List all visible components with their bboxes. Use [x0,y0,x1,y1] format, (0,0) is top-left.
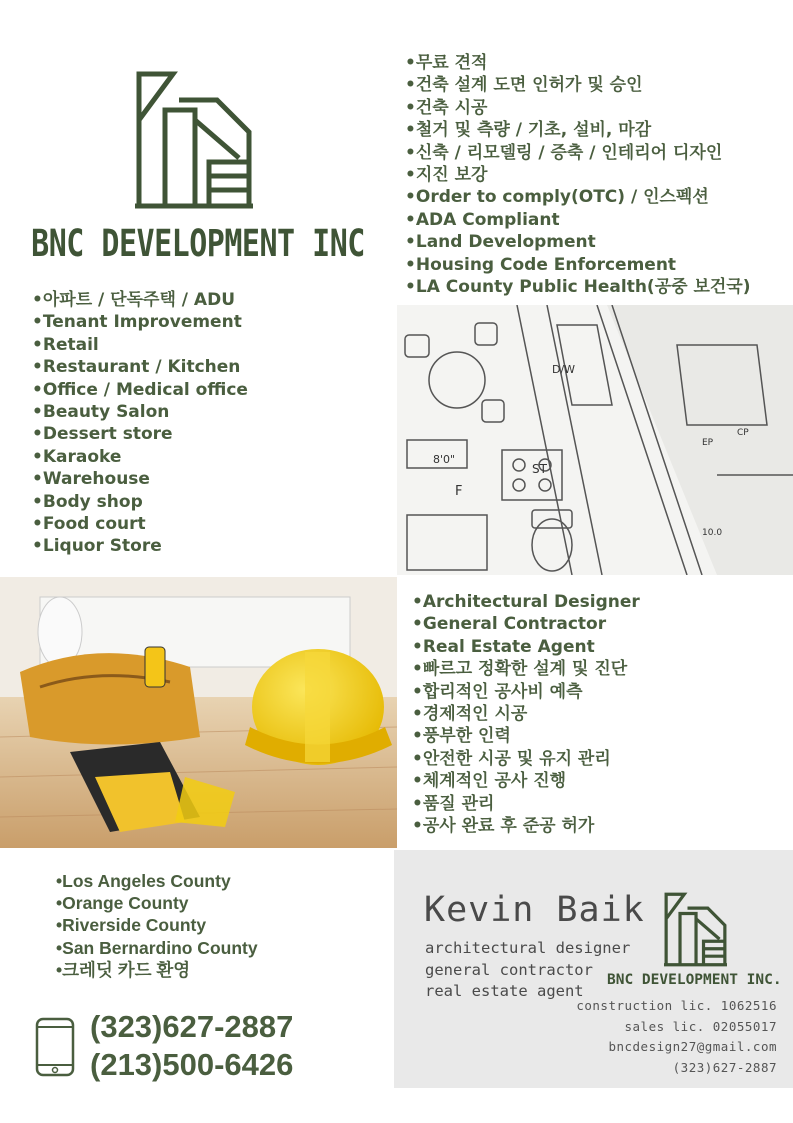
list-item: • 빠르고 정확한 설계 및 진단 [412,658,640,680]
list-item: • Beauty Salon [32,401,248,423]
list-item: • Housing Code Enforcement [405,254,751,276]
service-areas-list [56,870,258,981]
sales-license: sales lic. 02055017 [624,1018,777,1034]
plan-label-dw: D/W [552,363,576,376]
blueprint-photo [397,305,793,575]
company-name: BNC DEVELOPMENT INC. [607,972,782,988]
list-item: • 지진 보강 [405,164,751,186]
license-info [576,996,777,1078]
plan-label-st: ST [532,462,547,476]
list-item: • Order to comply(OTC) / 인스펙션 [405,186,751,208]
list-item: • 신축 / 리모델링 / 증축 / 인테리어 디자인 [405,142,751,164]
list-item: • San Bernardino County [56,937,258,959]
list-item: • Food court [32,513,248,535]
list-item: • Los Angeles County [56,870,258,892]
plan-label-num: 10.0 [702,528,723,538]
phone-icon [35,1017,75,1077]
list-item: • Dessert store [32,423,248,445]
list-item: • 철거 및 측량 / 기초, 설비, 마감 [405,119,751,141]
list-item: • 체계적인 공사 진행 [412,770,640,792]
plan-label-cp: CP [737,428,749,438]
list-item: • Architectural Designer [412,591,640,613]
list-item: • Riverside County [56,914,258,936]
contact-roles [425,938,630,1003]
list-item: • LA County Public Health(공중 보건국) [405,276,751,298]
list-item: • Warehouse [32,468,248,490]
plan-label-f: F [455,484,463,499]
role-item: general contractor [425,960,593,979]
list-item: • Liquor Store [32,535,248,557]
services-list-left [32,289,248,558]
plan-label-dim: 8'0" [433,453,456,466]
list-item: • Body shop [32,491,248,513]
contact-name: Kevin Baik [424,890,645,930]
services-list-mid [412,591,640,837]
building-logo-small-icon [664,892,727,967]
list-item: • 경제적인 시공 [412,703,640,725]
construction-license: construction lic. 1062516 [576,998,777,1013]
list-item: • 아파트 / 단독주택 / ADU [32,289,248,311]
list-item: • Land Development [405,231,751,253]
phone-numbers [90,1008,293,1084]
construction-tools-photo [0,577,397,848]
business-card [394,850,793,1088]
list-item: • Karaoke [32,446,248,468]
role-item: real estate agent [425,982,584,1000]
email-link[interactable]: bncdesign27@gmail.com [608,1039,777,1054]
card-phone[interactable]: (323)627-2887 [672,1059,777,1075]
brand-name: BNC DEVELOPMENT INC [31,222,365,266]
list-item: • 안전한 시공 및 유지 관리 [412,748,640,770]
services-list-top [405,52,751,298]
list-item: • 건축 시공 [405,97,751,119]
list-item: • Office / Medical office [32,379,248,401]
list-item: • 풍부한 인력 [412,725,640,747]
list-item: • ADA Compliant [405,209,751,231]
list-item: • 무료 견적 [405,52,751,74]
list-item: • 건축 설계 도면 인허가 및 승인 [405,74,751,96]
list-item: • 크레딧 카드 환영 [56,959,258,981]
list-item: • 공사 완료 후 준공 허가 [412,815,640,837]
building-logo-icon [135,70,253,210]
main-logo [28,70,368,270]
phone-number-1[interactable]: (323)627-2887 [90,1009,294,1044]
list-item: • Restaurant / Kitchen [32,356,248,378]
plan-label-ep: EP [702,438,714,448]
list-item: • Real Estate Agent [412,636,640,658]
list-item: • Tenant Improvement [32,311,248,333]
role-item: architectural designer [425,939,631,957]
list-item: • Retail [32,334,248,356]
list-item: • Orange County [56,892,258,914]
phone-number-2[interactable]: (213)500-6426 [90,1047,294,1082]
list-item: • General Contractor [412,613,640,635]
list-item: • 품질 관리 [412,793,640,815]
list-item: • 합리적인 공사비 예측 [412,681,640,703]
